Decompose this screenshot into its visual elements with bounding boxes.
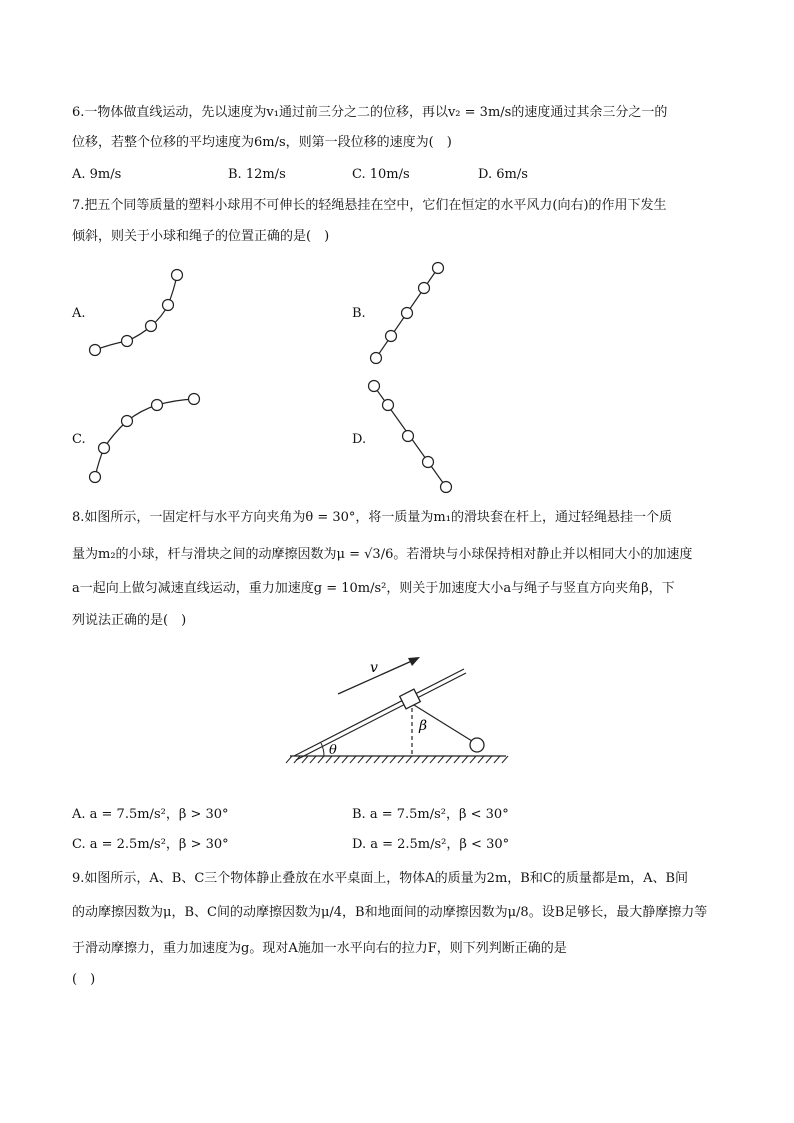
q9-line-3: 于滑动摩擦力，重力加速度为g。现对A施加一水平向右的拉力F，则下列判断正确的是 xyxy=(72,941,567,956)
ball xyxy=(152,400,163,411)
q8-line-1: 8.如图所示，一固定杆与水平方向夹角为θ = 30°，将一质量为m₁的滑块套在杆上，通过轻绳悬挂一个质 xyxy=(72,510,672,525)
q7-figure-b xyxy=(362,256,454,368)
q7-option-d-label: D. xyxy=(352,432,367,447)
q8-option-c: C. a = 2.5m/s²，β > 30° xyxy=(72,837,229,852)
ball xyxy=(146,321,157,332)
theta-label: θ xyxy=(329,743,337,758)
arrowhead-icon xyxy=(408,657,420,666)
rod xyxy=(296,673,466,760)
q7-option-c-label: C. xyxy=(72,432,86,447)
q7-line-2: 倾斜，则关于小球和绳子的位置正确的是( ) xyxy=(72,229,330,244)
q7-line-1: 7.把五个同等质量的塑料小球用不可伸长的轻绳悬挂在空中，它们在恒定的水平风力(向右)的作用下发生 xyxy=(72,198,667,213)
ball xyxy=(369,381,380,392)
q6-line-2: 位移，若整个位移的平均速度为6m/s，则第一段位移的速度为( ) xyxy=(72,135,452,150)
q8-line-3: a一起向上做匀减速直线运动，重力加速度g = 10m/s²，则关于加速度大小a与绳子与竖直方向夹角β，下 xyxy=(72,581,675,596)
ball xyxy=(189,394,200,405)
q7-figure-c xyxy=(84,388,204,488)
theta-arc xyxy=(321,743,324,756)
q9-line-4: ( ) xyxy=(72,972,96,987)
ball xyxy=(90,345,101,356)
q6-option-c: C. 10m/s xyxy=(352,167,410,182)
q7-figure-d xyxy=(362,376,458,496)
rod xyxy=(294,669,464,756)
q8-option-d: D. a = 2.5m/s²，β < 30° xyxy=(352,837,510,852)
q9-line-2: 的动摩擦因数为μ，B、C间的动摩擦因数为μ/4，B和地面间的动摩擦因数为μ/8。设B足够长，最大静摩擦力等 xyxy=(72,905,708,920)
q7-figure-a xyxy=(84,264,194,360)
q8-option-a: A. a = 7.5m/s²，β > 30° xyxy=(72,807,229,822)
q7-option-b-label: B. xyxy=(352,306,366,321)
q7-option-a-label: A. xyxy=(72,306,86,321)
ball xyxy=(423,457,434,468)
q6-option-d: D. 6m/s xyxy=(478,167,528,182)
beta-label: β xyxy=(419,718,428,734)
q9-line-1: 9.如图所示，A、B、C三个物体静止叠放在水平桌面上，物体A的质量为2m，B和C的质量都是m，A、B间 xyxy=(72,871,689,886)
q8-line-2: 量为m₂的小球，杆与滑块之间的动摩擦因数为μ = √3/6。若滑块与小球保持相对静止并以相同大小的加速度 xyxy=(72,547,693,562)
ball xyxy=(383,400,394,411)
ball xyxy=(419,283,430,294)
q8-line-4: 列说法正确的是( ) xyxy=(72,613,187,628)
ball xyxy=(433,263,444,274)
velocity-label: v xyxy=(370,660,378,676)
ground-hatching xyxy=(286,756,508,763)
ball xyxy=(122,336,133,347)
ball xyxy=(403,431,414,442)
ball xyxy=(99,443,110,454)
ball xyxy=(371,353,382,364)
ball xyxy=(172,270,183,281)
ball xyxy=(441,482,452,493)
ball xyxy=(402,308,413,319)
ball xyxy=(163,300,174,311)
q6-option-b: B. 12m/s xyxy=(228,167,286,182)
ball xyxy=(386,331,397,342)
q8-option-b: B. a = 7.5m/s²，β < 30° xyxy=(352,807,509,822)
q8-incline-figure xyxy=(284,652,514,776)
ball xyxy=(122,416,133,427)
q6-option-a: A. 9m/s xyxy=(72,167,122,182)
ball xyxy=(90,472,101,483)
ball xyxy=(470,738,484,752)
q6-line-1: 6.一物体做直线运动，先以速度为v₁通过前三分之二的位移，再以v₂ = 3m/s的速度通过其余三分之一的 xyxy=(72,105,668,120)
